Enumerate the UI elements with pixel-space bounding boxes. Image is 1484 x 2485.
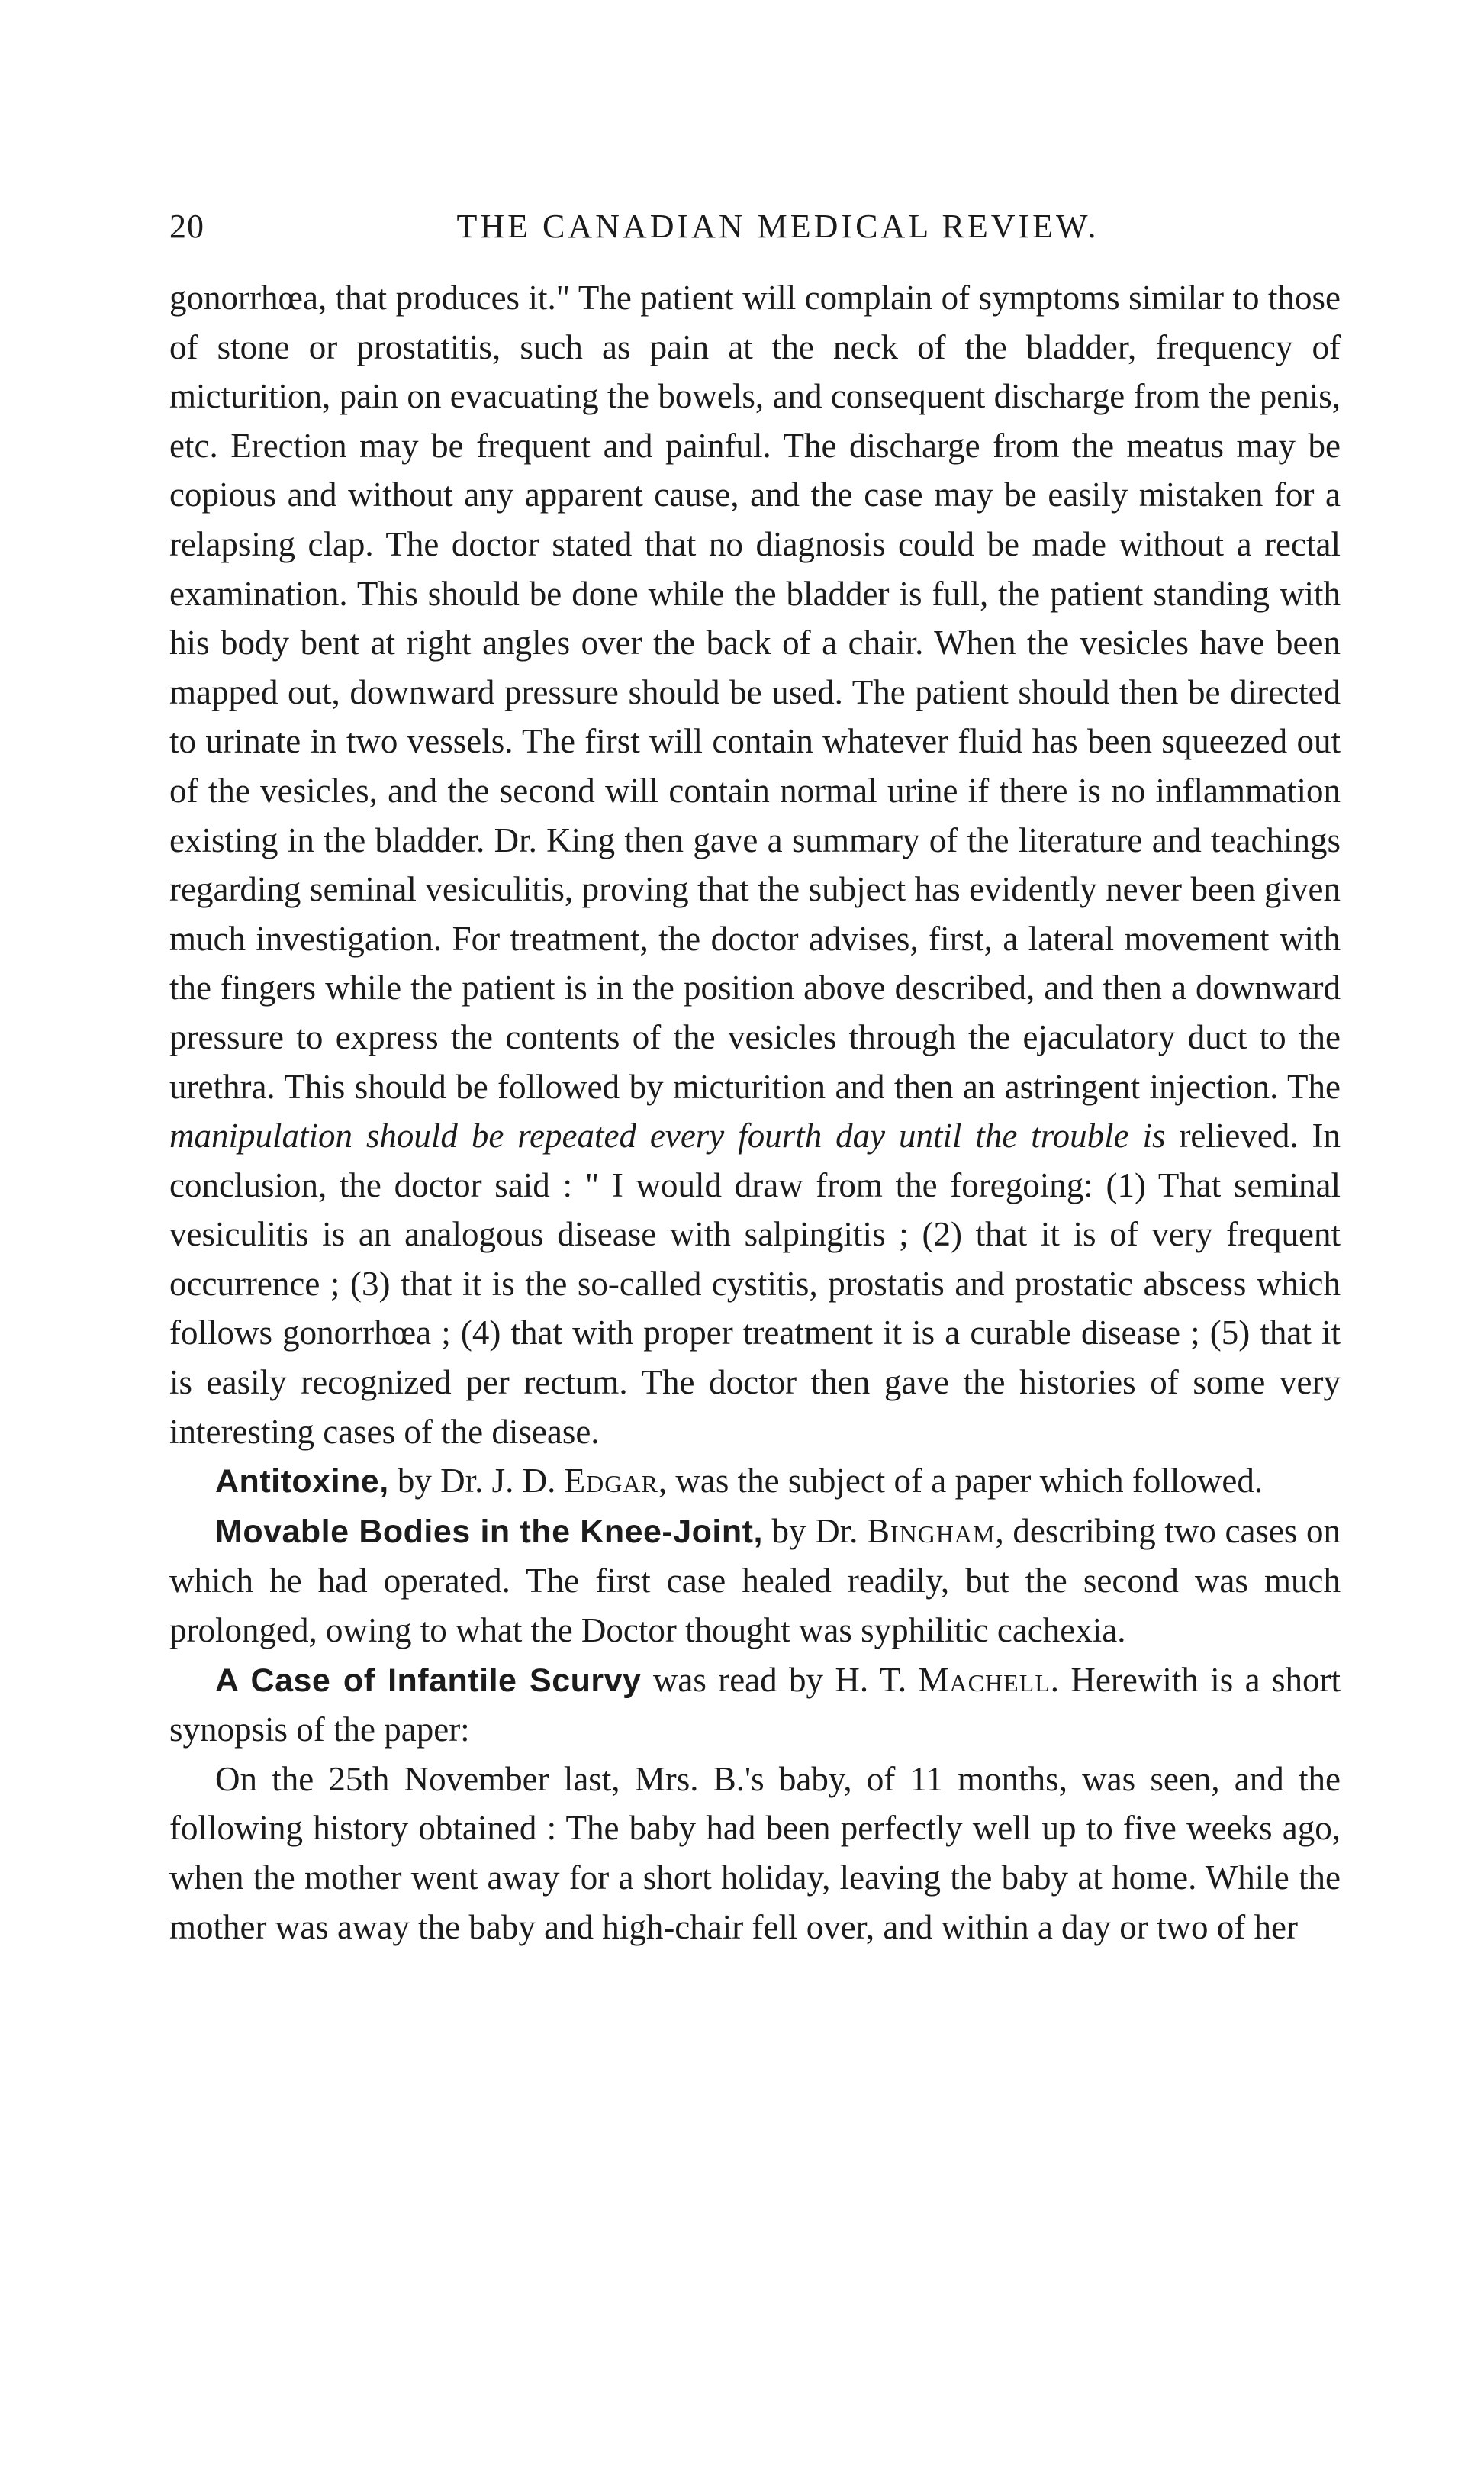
italic-text: manipulation should be repeated every fourth day until the trouble is — [169, 1117, 1166, 1155]
paragraph-infantile-scurvy — [169, 1655, 1341, 1755]
paragraph-seminal-vesiculitis — [169, 273, 1341, 1456]
paragraph-text: , was the subject of a paper which followed. — [658, 1462, 1263, 1500]
paragraph-antitoxine — [169, 1456, 1341, 1507]
paragraph-text: was read by H. T. — [641, 1660, 919, 1699]
article-body — [169, 273, 1341, 1952]
section-heading: Movable Bodies in the Knee-Joint, — [215, 1513, 763, 1550]
journal-title: THE CANADIAN MEDICAL REVIEW. — [456, 208, 1099, 245]
paragraph-text: gonorrhœa, that produces it." The patient will complain of symptoms similar to those of stone or prostatitis, such as pain at the neck of the bladder, frequency of micturition, pain on evacuating the bowels, and consequent discharge from the penis, etc. Erection may be frequent and painful. The discharge from the meatus may be copious and without any apparent cause, and the case may be easily mistaken for a relapsing clap. The doctor stated that no diagnosis could be made without a rectal examination. This should be done while the bladder is full, the patient standing with his body bent at right angles over the back of a chair. When the vesicles have been mapped out, downward pressure should be used. The patient should then be directed to urinate in two vessels. The first will contain whatever fluid has been squeezed out of the vesicles, and the second will contain normal urine if there is no inflammation existing in the bladder. Dr. King then gave a summary of the literature and teachings regarding seminal vesiculitis, proving that the subject has evidently never been given much investigation. For treatment, the doctor advises, first, a lateral movement with the fingers while the patient is in the position above described, and then a downward pressure to express the contents of the vesicles through the ejaculatory duct to the urethra. This should be followed by micturition and then an astringent injection. The — [169, 279, 1341, 1106]
running-head — [169, 200, 1341, 253]
paragraph-text: by Dr. — [762, 1511, 867, 1550]
page-number: 20 — [169, 208, 204, 245]
paragraph-case-history — [169, 1755, 1341, 1952]
paragraph-text: relieved. In conclusion, the doctor said : " I would draw from the foregoing: (1) That seminal vesiculitis is an analogous disease with salpingitis ; (2) that it is of very frequent occurrence ; (3) that it is the so-called cystitis, prostatis and prostatic abscess which follows gonorrhœa ; (4) that with proper treatment it is a curable disease ; (5) that it is easily recognized per rectum. The doctor then gave the histories of some very interesting cases of the disease. — [169, 1117, 1341, 1451]
author-name: Machell — [918, 1660, 1051, 1699]
paragraph-text: . Herewith is a short synopsis of the paper: — [169, 1660, 1341, 1749]
paragraph-text: by Dr. J. D. — [388, 1462, 565, 1500]
paragraph-text: On the 25th November last, Mrs. B.'s baby, of 11 months, was seen, and the following history obtained : The baby had been perfectly well up to five weeks ago, when the mother went away for a short holiday, leaving the baby at home. While the mother was away the baby and high-chair fell over, and within a day or two of her — [169, 1759, 1341, 1946]
author-name: Edgar — [564, 1462, 658, 1500]
author-name: Bingham — [866, 1511, 996, 1550]
document-page — [169, 200, 1341, 2413]
paragraph-movable-bodies — [169, 1507, 1341, 1655]
paragraph-text: , describing two cases on which he had operated. The first case healed readily, but the second was much prolonged, owing to what the Doctor thought was syphilitic cachexia. — [169, 1511, 1341, 1650]
section-heading: A Case of Infantile Scurvy — [215, 1662, 642, 1699]
section-heading: Antitoxine, — [215, 1463, 389, 1500]
